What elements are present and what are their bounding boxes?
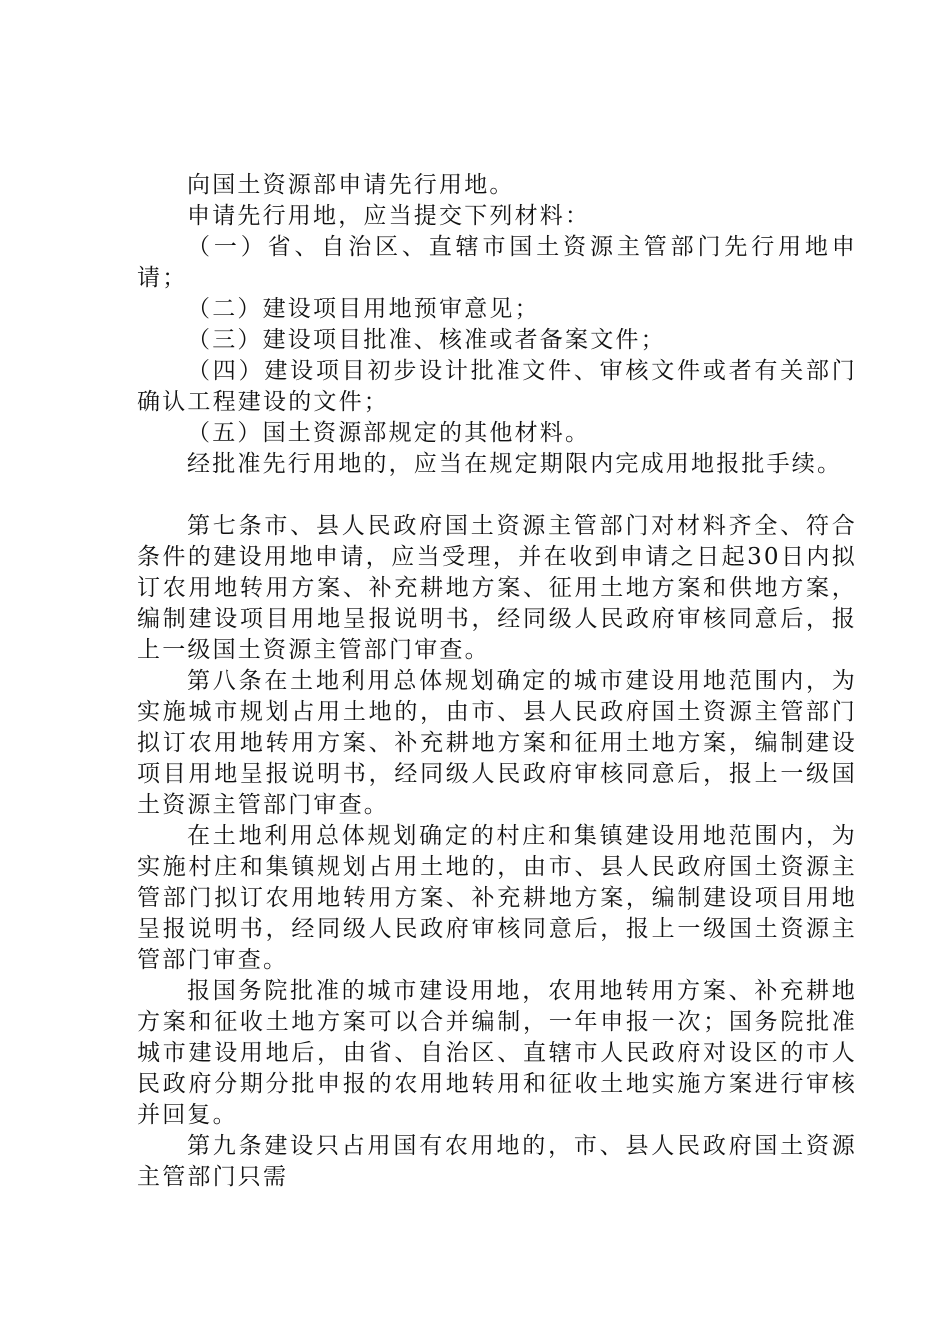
paragraph: （一）省、自治区、直辖市国土资源主管部门先行用地申请； [137,234,857,291]
paragraph: 报国务院批准的城市建设用地，农用地转用方案、补充耕地方案和征收土地方案可以合并编制，一年申报一次；国务院批准城市建设用地后，由省、自治区、直辖市人民政府对设区的市人民政府分期分批申报的农用地转用和征收土地实施方案进行审核并回复。 [137,978,857,1128]
paragraph: 申请先行用地，应当提交下列材料： [187,203,591,229]
paragraph-gap [137,480,857,511]
paragraph: 在土地利用总体规划确定的村庄和集镇建设用地范围内，为实施村庄和集镇规划占用土地的，由市、县人民政府国土资源主管部门拟订农用地转用方案、补充耕地方案，编制建设项目用地呈报说明书，经同级人民政府审核同意后，报上一级国土资源主管部门审查。 [137,823,857,973]
paragraph: 向国土资源部申请先行用地。 [187,172,515,198]
paragraph: 第八条在土地利用总体规划确定的城市建设用地范围内，为实施城市规划占用土地的，由市、县人民政府国土资源主管部门拟订农用地转用方案、补充耕地方案和征用土地方案，编制建设项目用地呈报说明书，经同级人民政府审核同意后，报上一级国土资源主管部门审查。 [137,668,857,818]
paragraph: （四）建设项目初步设计批准文件、审核文件或者有关部门确认工程建设的文件； [137,358,857,415]
paragraph: 经批准先行用地的，应当在规定期限内完成用地报批手续。 [187,451,843,477]
paragraph: （二）建设项目用地预审意见； [187,296,540,322]
paragraph: （三）建设项目批准、核准或者备案文件； [187,327,666,353]
document-body [137,170,857,1193]
paragraph: 第七条市、县人民政府国土资源主管部门对材料齐全、符合条件的建设用地申请，应当受理，并在收到申请之日起30日内拟订农用地转用方案、补充耕地方案、征用土地方案和供地方案，编制建设项目用地呈报说明书，经同级人民政府审核同意后，报上一级国土资源主管部门审查。 [137,513,857,663]
paragraph: （五）国土资源部规定的其他材料。 [187,420,591,446]
paragraph: 第九条建设只占用国有农用地的，市、县人民政府国土资源主管部门只需 [137,1133,857,1190]
